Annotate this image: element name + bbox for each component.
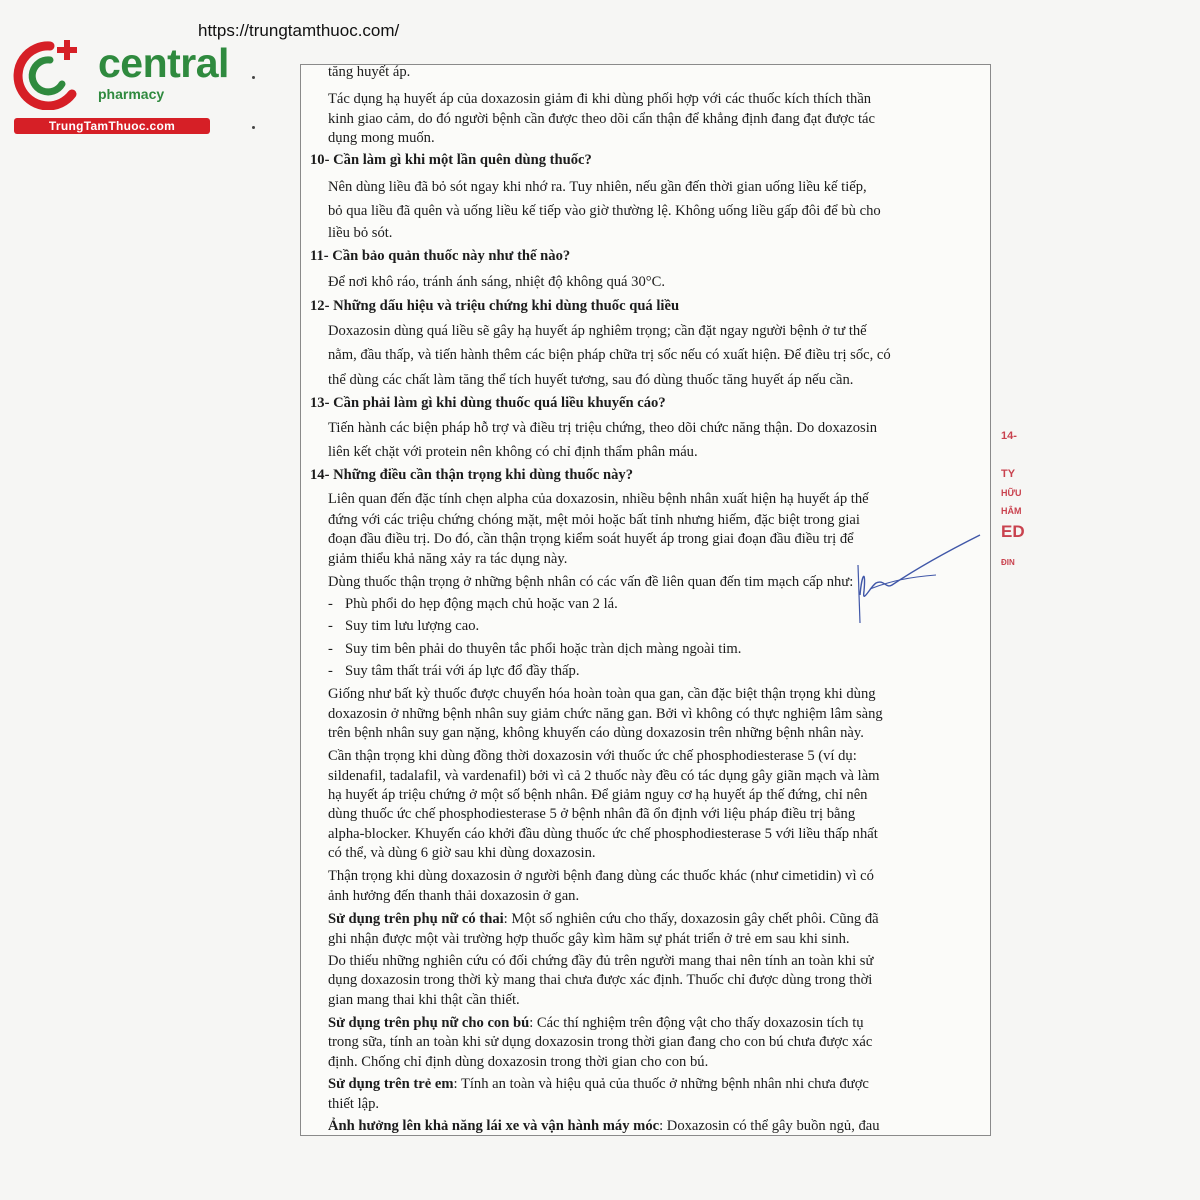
stamp-text: ĐIN (1001, 558, 1015, 567)
subheading: Sử dụng trên phụ nữ cho con bú (328, 1015, 530, 1031)
text-line: tăng huyết áp. (328, 64, 411, 80)
text-run: : Tính an toàn và hiệu quả của thuốc ở những bệnh nhân nhi chưa được (453, 1076, 869, 1092)
section-heading: 10- Cần làm gì khi một lần quên dùng thuốc? (310, 152, 592, 168)
logo-wordmark: central (98, 40, 229, 86)
text-line: đoạn đầu điều trị. Do đó, cần thận trọng kiểm soát huyết áp trong giai đoạn đầu điều trị để (328, 531, 854, 547)
text-line: Thận trọng khi dùng doxazosin ở người bệnh đang dùng các thuốc khác (như cimetidin) vì có (328, 868, 874, 884)
text-line: Do thiếu những nghiên cứu có đối chứng đầy đủ trên người mang thai nên tính an toàn khi sử (328, 953, 874, 969)
url-header[interactable]: https://trungtamthuoc.com/ (198, 21, 400, 40)
bullet-item: Suy tâm thất trái với áp lực đổ đầy thấp. (345, 663, 580, 679)
text-line: thể dùng các chất làm tăng thể tích huyết tương, sau đó dùng thuốc tăng huyết áp nếu cần. (328, 372, 854, 388)
text-line: dùng thuốc ức chế phosphodiesterase 5 ở bệnh nhân đã ổn định với liệu pháp điều trị bằng (328, 806, 856, 822)
text-line: kinh giao cảm, do đó người bệnh cần được theo dõi cẩn thận để khẳng định đang đạt được tác (328, 111, 875, 127)
text-line: Liên quan đến đặc tính chẹn alpha của doxazosin, nhiều bệnh nhân xuất hiện hạ huyết áp thế (328, 491, 869, 507)
text-line: gian mang thai khi thật cần thiết. (328, 992, 520, 1008)
stamp-text: ED (1001, 522, 1025, 541)
subheading: Sử dụng trên phụ nữ có thai (328, 911, 504, 927)
logo-banner: TrungTamThuoc.com (14, 118, 210, 134)
text-run: : Doxazosin có thể gây buồn ngủ, đau (659, 1118, 880, 1134)
text-line (328, 1076, 869, 1093)
text-line: trong sữa, tính an toàn khi sử dụng doxazosin trong thời gian đang cho con bú chưa được xác (328, 1034, 873, 1050)
text-line: liều bỏ sót. (328, 225, 393, 241)
text-line: dụng doxazosin trong thời kỳ mang thai chưa được xác định. Thuốc chỉ được dùng trong thời (328, 972, 873, 988)
text-line: có thể, và dùng 6 giờ sau khi dùng doxazosin. (328, 845, 596, 861)
text-line (328, 1118, 880, 1135)
text-line: Để nơi khô ráo, tránh ánh sáng, nhiệt độ không quá 30°C. (328, 274, 665, 290)
text-run: : Một số nghiên cứu cho thấy, doxazosin gây chết phôi. Cũng đã (503, 911, 879, 927)
text-line: Nên dùng liều đã bỏ sót ngay khi nhớ ra. Tuy nhiên, nếu gần đến thời gian uống liều kế tiếp, (328, 179, 867, 195)
text-line: Doxazosin dùng quá liều sẽ gây hạ huyết áp nghiêm trọng; cần đặt ngay người bệnh ở tư thế (328, 323, 867, 339)
signature-mark (840, 525, 1000, 635)
text-line: Cần thận trọng khi dùng đồng thời doxazosin với thuốc ức chế phosphodiesterase 5 (ví dụ: (328, 748, 857, 764)
text-line: định. Chống chỉ định dùng doxazosin trong thời gian cho con bú. (328, 1054, 709, 1070)
bullet-marker: - (328, 641, 333, 657)
text-line: giảm thiểu khả năng xảy ra tác dụng này. (328, 551, 568, 567)
text-line: doxazosin ở những bệnh nhân suy giảm chức năng gan. Bởi vì không có thực nghiệm lâm sàng (328, 706, 883, 722)
text-line: sildenafil, tadalafil, và vardenafil) bởi vì cả 2 thuốc này đều có tác dụng gây giãn mạch và làm (328, 768, 880, 784)
text-line: nằm, đầu thấp, và tiến hành thêm các biện pháp chữa trị sốc nếu có xuất hiện. Để điều trị sốc, có (328, 347, 891, 363)
text-line: thiết lập. (328, 1096, 380, 1112)
section-heading: 14- Những điều cần thận trọng khi dùng thuốc này? (310, 467, 634, 483)
bullet-item: Suy tim lưu lượng cao. (345, 618, 480, 634)
company-stamp-fragment (995, 430, 1025, 610)
text-run: : Các thí nghiệm trên động vật cho thấy doxazosin tích tụ (529, 1015, 864, 1031)
logo-subtitle: pharmacy (98, 86, 165, 102)
subheading: Ảnh hưởng lên khả năng lái xe và vận hành máy móc (328, 1118, 660, 1134)
text-line: Tiến hành các biện pháp hỗ trợ và điều trị triệu chứng, theo dõi chức năng thận. Do doxazosin (328, 420, 878, 436)
text-line: đứng với các triệu chứng chóng mặt, mệt mỏi hoặc bất tỉnh nhưng hiếm, đặc biệt trong giai (328, 512, 860, 528)
subheading: Sử dụng trên trẻ em (328, 1076, 454, 1092)
section-heading: 12- Những dấu hiệu và triệu chứng khi dùng thuốc quá liều (310, 298, 680, 314)
text-line: Dùng thuốc thận trọng ở những bệnh nhân có các vấn đề liên quan đến tim mạch cấp như: (328, 574, 854, 590)
text-line: liên kết chặt với protein nên không có chỉ định thẩm phân máu. (328, 444, 698, 460)
stamp-text: 14- (1001, 430, 1017, 442)
scan-speck (252, 76, 255, 79)
text-line: hạ huyết áp triệu chứng ở một số bệnh nhân. Để giảm nguy cơ hạ huyết áp thế đứng, chỉ nên (328, 787, 868, 803)
bullet-marker: - (328, 663, 333, 679)
bullet-item: Phù phổi do hẹp động mạch chủ hoặc van 2 lá. (345, 596, 618, 612)
bullet-item: Suy tim bên phải do thuyên tắc phổi hoặc tràn dịch màng ngoài tim. (345, 641, 742, 657)
text-line: bỏ qua liều đã quên và uống liều kế tiếp vào giờ thường lệ. Không uống liều gấp đôi để bù cho (328, 203, 881, 219)
section-heading: 11- Cần bảo quản thuốc này như thế nào? (310, 248, 571, 264)
stamp-text: HÂM (1001, 506, 1022, 516)
bullet-marker: - (328, 596, 333, 612)
text-line: trên bệnh nhân suy gan nặng, không khuyến cáo dùng doxazosin trên những bệnh nhân này. (328, 725, 864, 741)
bullet-marker: - (328, 618, 333, 634)
text-line: Giống như bất kỳ thuốc được chuyển hóa hoàn toàn qua gan, cần đặc biệt thận trọng khi dùng (328, 686, 876, 702)
text-line (328, 1015, 864, 1032)
text-line (328, 911, 879, 928)
logo-mark-icon (10, 38, 90, 110)
text-line: ghi nhận được một vài trường hợp thuốc gây kìm hãm sự phát triển ở trẻ em sau khi sinh. (328, 931, 850, 947)
text-line: ảnh hưởng đến thanh thải doxazosin ở gan. (328, 888, 580, 904)
text-line: dụng mong muốn. (328, 130, 435, 146)
text-line: Tác dụng hạ huyết áp của doxazosin giảm đi khi dùng phối hợp với các thuốc kích thích thần (328, 91, 872, 107)
stamp-text: HỮU (1001, 488, 1022, 498)
stamp-text: TY (1001, 468, 1016, 480)
section-heading: 13- Cần phải làm gì khi dùng thuốc quá liều khuyến cáo? (310, 395, 666, 411)
scan-speck (252, 126, 255, 129)
text-line: alpha-blocker. Khuyến cáo khởi đầu dùng thuốc ức chế phosphodiesterase 5 với liều thấp nhất (328, 826, 878, 842)
central-pharmacy-logo (10, 38, 229, 138)
